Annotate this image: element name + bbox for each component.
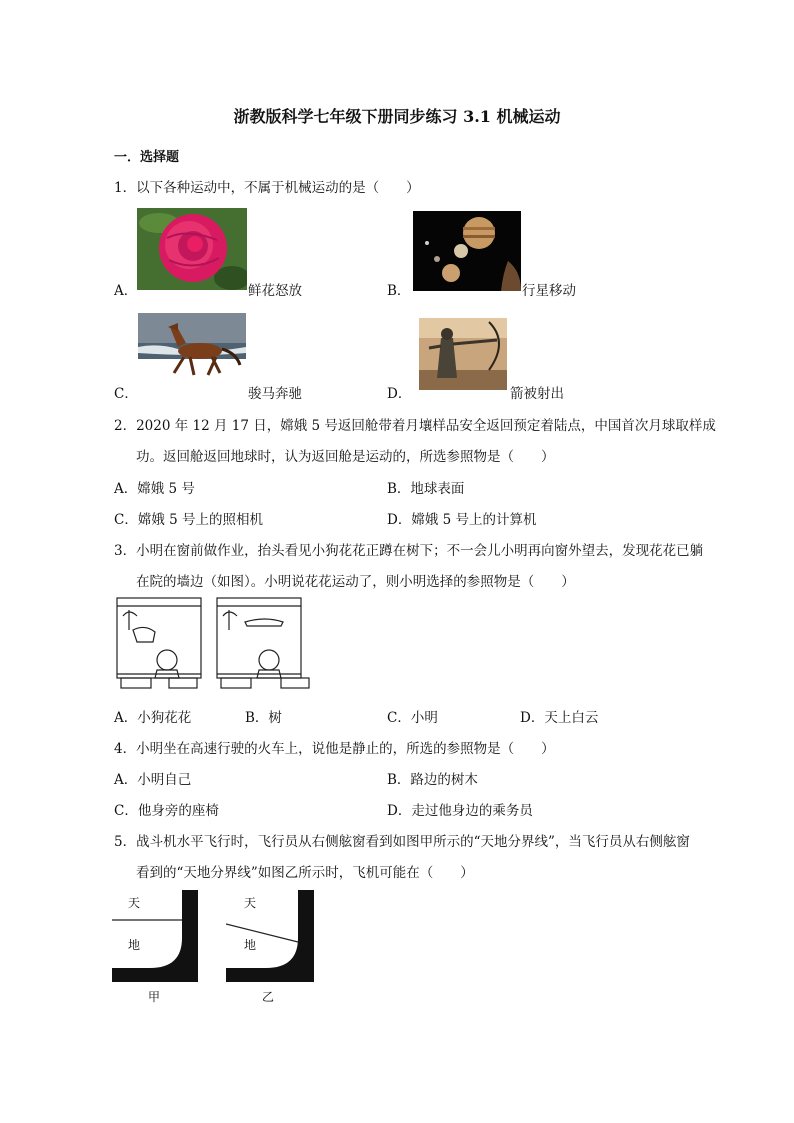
question-5-line2: 看到的“天地分界线”如图乙所示时，飞机可能在（ ） [136,865,474,881]
question-5-line1: 5．战斗机水平飞行时，飞行员从右侧舷窗看到如图甲所示的“天地分界线”，当飞行员从右侧舷窗 [114,834,690,850]
q1-option-c-text: 骏马奔驰 [248,386,302,402]
q3-option-b-text: 树 [268,710,282,726]
q4-option-c-text: 他身旁的座椅 [137,803,219,819]
question-2-line2: 功。返回舱返回地球时，认为返回舱是运动的，所选参照物是（ ） [136,449,555,465]
figure-a-sky-label: 天 [128,896,141,910]
q1-option-a-text: 鲜花怒放 [248,283,302,299]
q1-option-a-letter: A． [114,283,138,299]
window-dog-illustration [115,596,313,692]
figure-a-ground-label: 地 [128,938,141,952]
rose-photo [137,208,247,290]
q2-option-b-letter: B． [387,481,411,497]
q3-option-c-text: 小明 [410,710,438,726]
q2-option-b-text: 地球表面 [410,481,465,497]
q4-option-a-letter: A． [114,772,138,788]
q4-option-c-letter: C． [114,803,138,819]
q4-option-b-letter: B． [387,772,411,788]
q3-option-d-letter: D． [520,710,545,726]
horizon-figure-b [226,890,316,984]
question-1-stem: 1．以下各种运动中，不属于机械运动的是（ ） [114,180,420,196]
q1-option-d-text: 箭被射出 [510,386,564,402]
q2-option-c-letter: C． [114,512,138,528]
page-title: 浙教版科学七年级下册同步练习 3.1 机械运动 [233,107,561,126]
q4-option-d-text: 走过他身边的乘务员 [411,803,533,819]
q4-option-d-letter: D． [387,803,412,819]
q2-option-a-text: 嫦娥 5 号 [137,481,195,497]
figure-a-caption: 甲 [148,990,161,1004]
question-3-line1: 3．小明在窗前做作业，抬头看见小狗花花正蹲在树下；不一会儿小明再向窗外望去，发现花花已躺 [114,543,704,559]
figure-b-sky-label: 天 [244,896,257,910]
archer-photo [419,318,507,390]
q3-option-a-text: 小狗花花 [137,710,192,726]
q2-option-a-letter: A． [114,481,138,497]
figure-b-caption: 乙 [262,990,275,1004]
horizon-figure-a [112,890,200,984]
q4-option-b-text: 路边的树木 [410,772,478,788]
q1-option-b-text: 行星移动 [522,283,576,299]
q3-option-a-letter: A． [114,710,138,726]
q2-option-d-letter: D． [387,512,412,528]
q1-option-c-letter: C． [114,386,138,402]
q2-option-d-text: 嫦娥 5 号上的计算机 [411,512,537,528]
question-2-line1: 2．2020 年 12 月 17 日，嫦娥 5 号返回舱带着月壤样品安全返回预定着陆点，中国首次月球取样成 [114,418,716,434]
figure-b-ground-label: 地 [244,938,257,952]
q1-option-d-letter: D． [387,386,412,402]
q1-option-b-letter: B． [387,283,411,299]
q4-option-a-text: 小明自己 [137,772,192,788]
planets-photo [413,211,521,291]
q3-option-c-letter: C． [387,710,411,726]
horse-photo [138,313,246,385]
q3-option-b-letter: B． [245,710,269,726]
q2-option-c-text: 嫦娥 5 号上的照相机 [137,512,264,528]
question-4-stem: 4．小明坐在高速行驶的火车上，说他是静止的，所选的参照物是（ ） [114,741,555,757]
question-3-line2: 在院的墙边（如图）。小明说花花运动了，则小明选择的参照物是（ ） [136,574,575,590]
q3-option-d-text: 天上白云 [544,710,599,726]
section-heading: 一．选择题 [114,150,180,165]
